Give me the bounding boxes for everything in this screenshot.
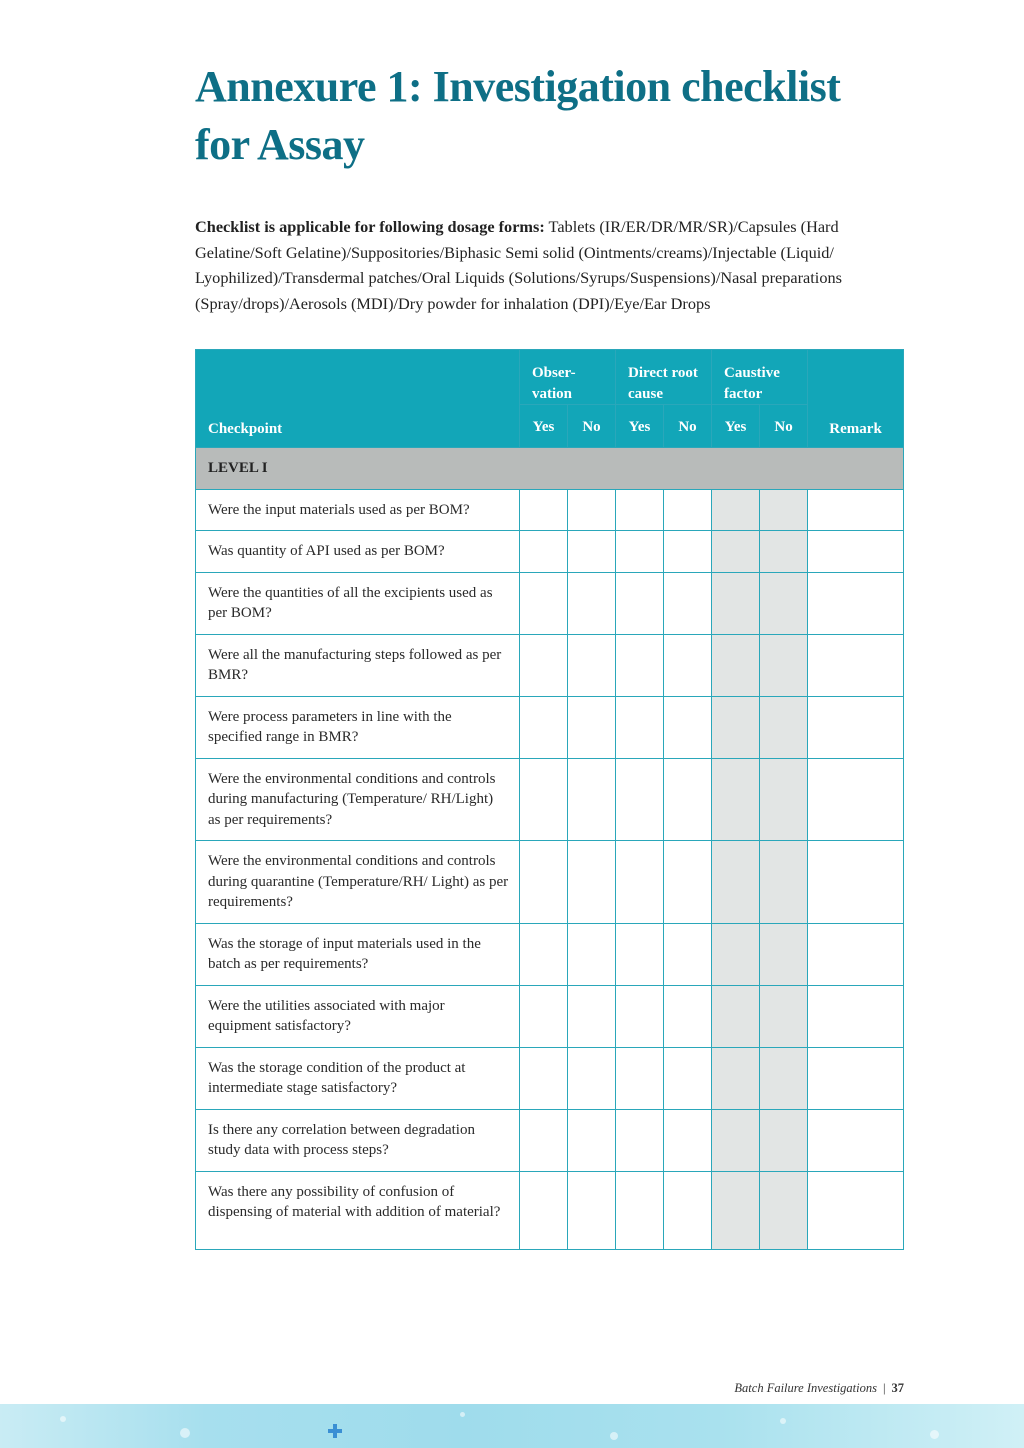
checkpoint-question: Were the environmental conditions and controls during manufacturing (Temperature/ RH/Light) as per requirements?: [196, 758, 520, 841]
root-cause-yes-cell[interactable]: [616, 696, 664, 758]
header-checkpoint: Checkpoint: [196, 350, 520, 448]
checkpoint-question: Was there any possibility of confusion of dispensing of material with addition of material?: [196, 1171, 520, 1249]
caustive-no-cell[interactable]: [760, 489, 808, 531]
page-footer: [734, 1381, 904, 1396]
remark-cell[interactable]: [808, 489, 904, 531]
page-number: 37: [891, 1381, 904, 1395]
header-root-cause-no: No: [664, 405, 712, 448]
checkpoint-question: Was the storage condition of the product at intermediate stage satisfactory?: [196, 1047, 520, 1109]
table-row: [196, 841, 904, 924]
caustive-yes-cell[interactable]: [712, 758, 760, 841]
caustive-yes-cell[interactable]: [712, 634, 760, 696]
caustive-yes-cell[interactable]: [712, 572, 760, 634]
table-row: [196, 572, 904, 634]
intro-text: Tablets (IR/ER/DR/MR/SR)/Capsules (Hard Gelatine/Soft Gelatine)/Suppositories/Biphasic Semi solid (Ointments/creams)/Injectable (Liquid/ Lyophilized)/Transdermal patches/Oral Liquids (Solutions/Syrups/Suspensions)/Nasal preparations (Spray/drops)/Aerosols (MDI)/Dry powder for inhalation (DPI)/Eye/Ear Drops: [195, 217, 842, 313]
observation-no-cell[interactable]: [568, 758, 616, 841]
remark-cell[interactable]: [808, 1047, 904, 1109]
header-observation-no: No: [568, 405, 616, 448]
checkpoint-question: Was quantity of API used as per BOM?: [196, 531, 520, 573]
caustive-yes-cell[interactable]: [712, 696, 760, 758]
caustive-no-cell[interactable]: [760, 1047, 808, 1109]
checkpoint-question: Was the storage of input materials used in the batch as per requirements?: [196, 923, 520, 985]
root-cause-no-cell[interactable]: [664, 1047, 712, 1109]
root-cause-no-cell[interactable]: [664, 1171, 712, 1249]
caustive-yes-cell[interactable]: [712, 1047, 760, 1109]
remark-cell[interactable]: [808, 531, 904, 573]
observation-yes-cell[interactable]: [520, 572, 568, 634]
root-cause-yes-cell[interactable]: [616, 531, 664, 573]
observation-yes-cell[interactable]: [520, 1171, 568, 1249]
remark-cell[interactable]: [808, 1171, 904, 1249]
observation-no-cell[interactable]: [568, 634, 616, 696]
caustive-no-cell[interactable]: [760, 923, 808, 985]
root-cause-yes-cell[interactable]: [616, 985, 664, 1047]
intro-paragraph: [195, 214, 895, 316]
header-caustive-no: No: [760, 405, 808, 448]
root-cause-yes-cell[interactable]: [616, 1109, 664, 1171]
root-cause-no-cell[interactable]: [664, 841, 712, 924]
root-cause-yes-cell[interactable]: [616, 841, 664, 924]
table-row: [196, 531, 904, 573]
root-cause-yes-cell[interactable]: [616, 634, 664, 696]
header-observation: Obser- vation: [520, 350, 616, 405]
root-cause-no-cell[interactable]: [664, 985, 712, 1047]
root-cause-no-cell[interactable]: [664, 489, 712, 531]
observation-no-cell[interactable]: [568, 489, 616, 531]
level-label: LEVEL I: [196, 448, 904, 490]
table-row: [196, 634, 904, 696]
root-cause-yes-cell[interactable]: [616, 1047, 664, 1109]
caustive-no-cell[interactable]: [760, 531, 808, 573]
observation-yes-cell[interactable]: [520, 758, 568, 841]
caustive-yes-cell[interactable]: [712, 985, 760, 1047]
remark-cell[interactable]: [808, 572, 904, 634]
checkpoint-question: Were the utilities associated with major equipment satisfactory?: [196, 985, 520, 1047]
observation-no-cell[interactable]: [568, 696, 616, 758]
decorative-band: [0, 1404, 1024, 1448]
observation-yes-cell[interactable]: [520, 1047, 568, 1109]
footer-publication: Batch Failure Investigations: [734, 1381, 877, 1395]
observation-no-cell[interactable]: [568, 531, 616, 573]
remark-cell[interactable]: [808, 923, 904, 985]
header-caustive-yes: Yes: [712, 405, 760, 448]
observation-no-cell[interactable]: [568, 1047, 616, 1109]
checkpoint-question: Were all the manufacturing steps followed as per BMR?: [196, 634, 520, 696]
page-title: Annexure 1: Investigation checklist for Assay: [195, 62, 841, 169]
table-row: [196, 1109, 904, 1171]
observation-yes-cell[interactable]: [520, 841, 568, 924]
remark-cell[interactable]: [808, 634, 904, 696]
level-row: [196, 448, 904, 490]
caustive-no-cell[interactable]: [760, 572, 808, 634]
observation-no-cell[interactable]: [568, 1109, 616, 1171]
root-cause-yes-cell[interactable]: [616, 572, 664, 634]
observation-yes-cell[interactable]: [520, 985, 568, 1047]
table-row: [196, 758, 904, 841]
caustive-yes-cell[interactable]: [712, 923, 760, 985]
checkpoint-question: Were process parameters in line with the specified range in BMR?: [196, 696, 520, 758]
intro-label: Checklist is applicable for following dosage forms:: [195, 217, 545, 236]
observation-yes-cell[interactable]: [520, 531, 568, 573]
plus-icon: [328, 1424, 342, 1438]
caustive-no-cell[interactable]: [760, 841, 808, 924]
caustive-yes-cell[interactable]: [712, 1171, 760, 1249]
caustive-yes-cell[interactable]: [712, 489, 760, 531]
root-cause-no-cell[interactable]: [664, 572, 712, 634]
root-cause-no-cell[interactable]: [664, 696, 712, 758]
caustive-no-cell[interactable]: [760, 634, 808, 696]
caustive-no-cell[interactable]: [760, 985, 808, 1047]
caustive-yes-cell[interactable]: [712, 841, 760, 924]
remark-cell[interactable]: [808, 1109, 904, 1171]
header-observation-yes: Yes: [520, 405, 568, 448]
header-root-cause-yes: Yes: [616, 405, 664, 448]
checkpoint-question: Is there any correlation between degradation study data with process steps?: [196, 1109, 520, 1171]
caustive-no-cell[interactable]: [760, 758, 808, 841]
caustive-yes-cell[interactable]: [712, 1109, 760, 1171]
observation-no-cell[interactable]: [568, 841, 616, 924]
header-caustive-factor: Caustive factor: [712, 350, 808, 405]
footer-separator: |: [882, 1381, 886, 1395]
observation-no-cell[interactable]: [568, 572, 616, 634]
root-cause-yes-cell[interactable]: [616, 923, 664, 985]
table-row: [196, 1047, 904, 1109]
observation-no-cell[interactable]: [568, 985, 616, 1047]
checkpoint-question: Were the environmental conditions and controls during quarantine (Temperature/RH/ Light) as per requirements?: [196, 841, 520, 924]
caustive-no-cell[interactable]: [760, 696, 808, 758]
remark-cell[interactable]: [808, 758, 904, 841]
observation-no-cell[interactable]: [568, 1171, 616, 1249]
table-row: [196, 923, 904, 985]
table-row: [196, 489, 904, 531]
root-cause-no-cell[interactable]: [664, 1109, 712, 1171]
table-row: [196, 985, 904, 1047]
root-cause-yes-cell[interactable]: [616, 489, 664, 531]
root-cause-yes-cell[interactable]: [616, 1171, 664, 1249]
table-row: [196, 696, 904, 758]
checkpoint-question: Were the quantities of all the excipients used as per BOM?: [196, 572, 520, 634]
caustive-yes-cell[interactable]: [712, 531, 760, 573]
header-remark: Remark: [808, 350, 904, 448]
header-direct-root-cause: Direct root cause: [616, 350, 712, 405]
observation-no-cell[interactable]: [568, 923, 616, 985]
observation-yes-cell[interactable]: [520, 1109, 568, 1171]
root-cause-yes-cell[interactable]: [616, 758, 664, 841]
root-cause-no-cell[interactable]: [664, 923, 712, 985]
observation-yes-cell[interactable]: [520, 489, 568, 531]
root-cause-no-cell[interactable]: [664, 758, 712, 841]
remark-cell[interactable]: [808, 841, 904, 924]
root-cause-no-cell[interactable]: [664, 634, 712, 696]
caustive-no-cell[interactable]: [760, 1109, 808, 1171]
observation-yes-cell[interactable]: [520, 923, 568, 985]
observation-yes-cell[interactable]: [520, 634, 568, 696]
caustive-no-cell[interactable]: [760, 1171, 808, 1249]
checkpoint-question: Were the input materials used as per BOM?: [196, 489, 520, 531]
observation-yes-cell[interactable]: [520, 696, 568, 758]
remark-cell[interactable]: [808, 696, 904, 758]
root-cause-no-cell[interactable]: [664, 531, 712, 573]
remark-cell[interactable]: [808, 985, 904, 1047]
checklist-table: [195, 349, 904, 1250]
table-row: [196, 1171, 904, 1249]
